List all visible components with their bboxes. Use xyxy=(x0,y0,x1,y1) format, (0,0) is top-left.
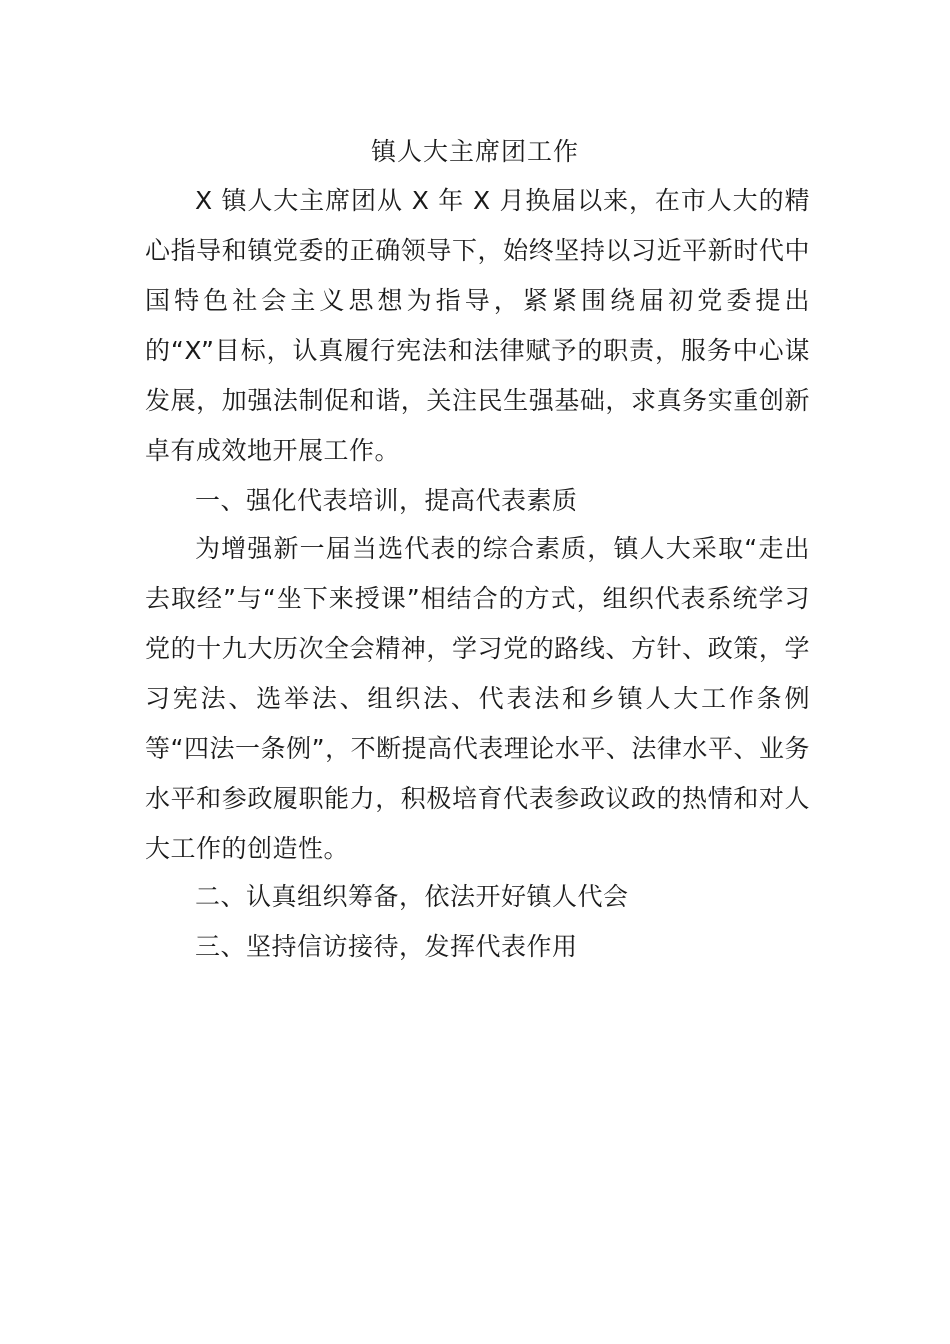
section-heading-1: 一、强化代表培训，提高代表素质 xyxy=(195,486,578,515)
paragraph-intro: X 镇人大主席团从 X 年 X 月换届以来，在市人大的精心指导和镇党委的正确领导下，始终坚持以习近平新时代中国特色社会主义思想为指导，紧紧围绕届初党委提出的“X”目标，认真履行宪法和法律赋予的职责，服务中心谋发展，加强法制促和谐，关注民生强基础，求真务实重创新卓有成效地开展工作。 xyxy=(145,186,810,465)
document-title: 镇人大主席团工作 xyxy=(370,137,579,166)
section-heading-3: 三、坚持信访接待，发挥代表作用 xyxy=(195,932,578,961)
section-heading-2: 二、认真组织筹备，依法开好镇人代会 xyxy=(195,882,629,911)
paragraph-training: 为增强新一届当选代表的综合素质，镇人大采取“走出去取经”与“坐下来授课”相结合的方式，组织代表系统学习党的十九大历次全会精神，学习党的路线、方针、政策，学习宪法、选举法、组织法、代表法和乡镇人大工作条例等“四法一条例”，不断提高代表理论水平、法律水平、业务水平和参政履职能力，积极培育代表参政议政的热情和对人大工作的创造性。 xyxy=(145,534,810,863)
